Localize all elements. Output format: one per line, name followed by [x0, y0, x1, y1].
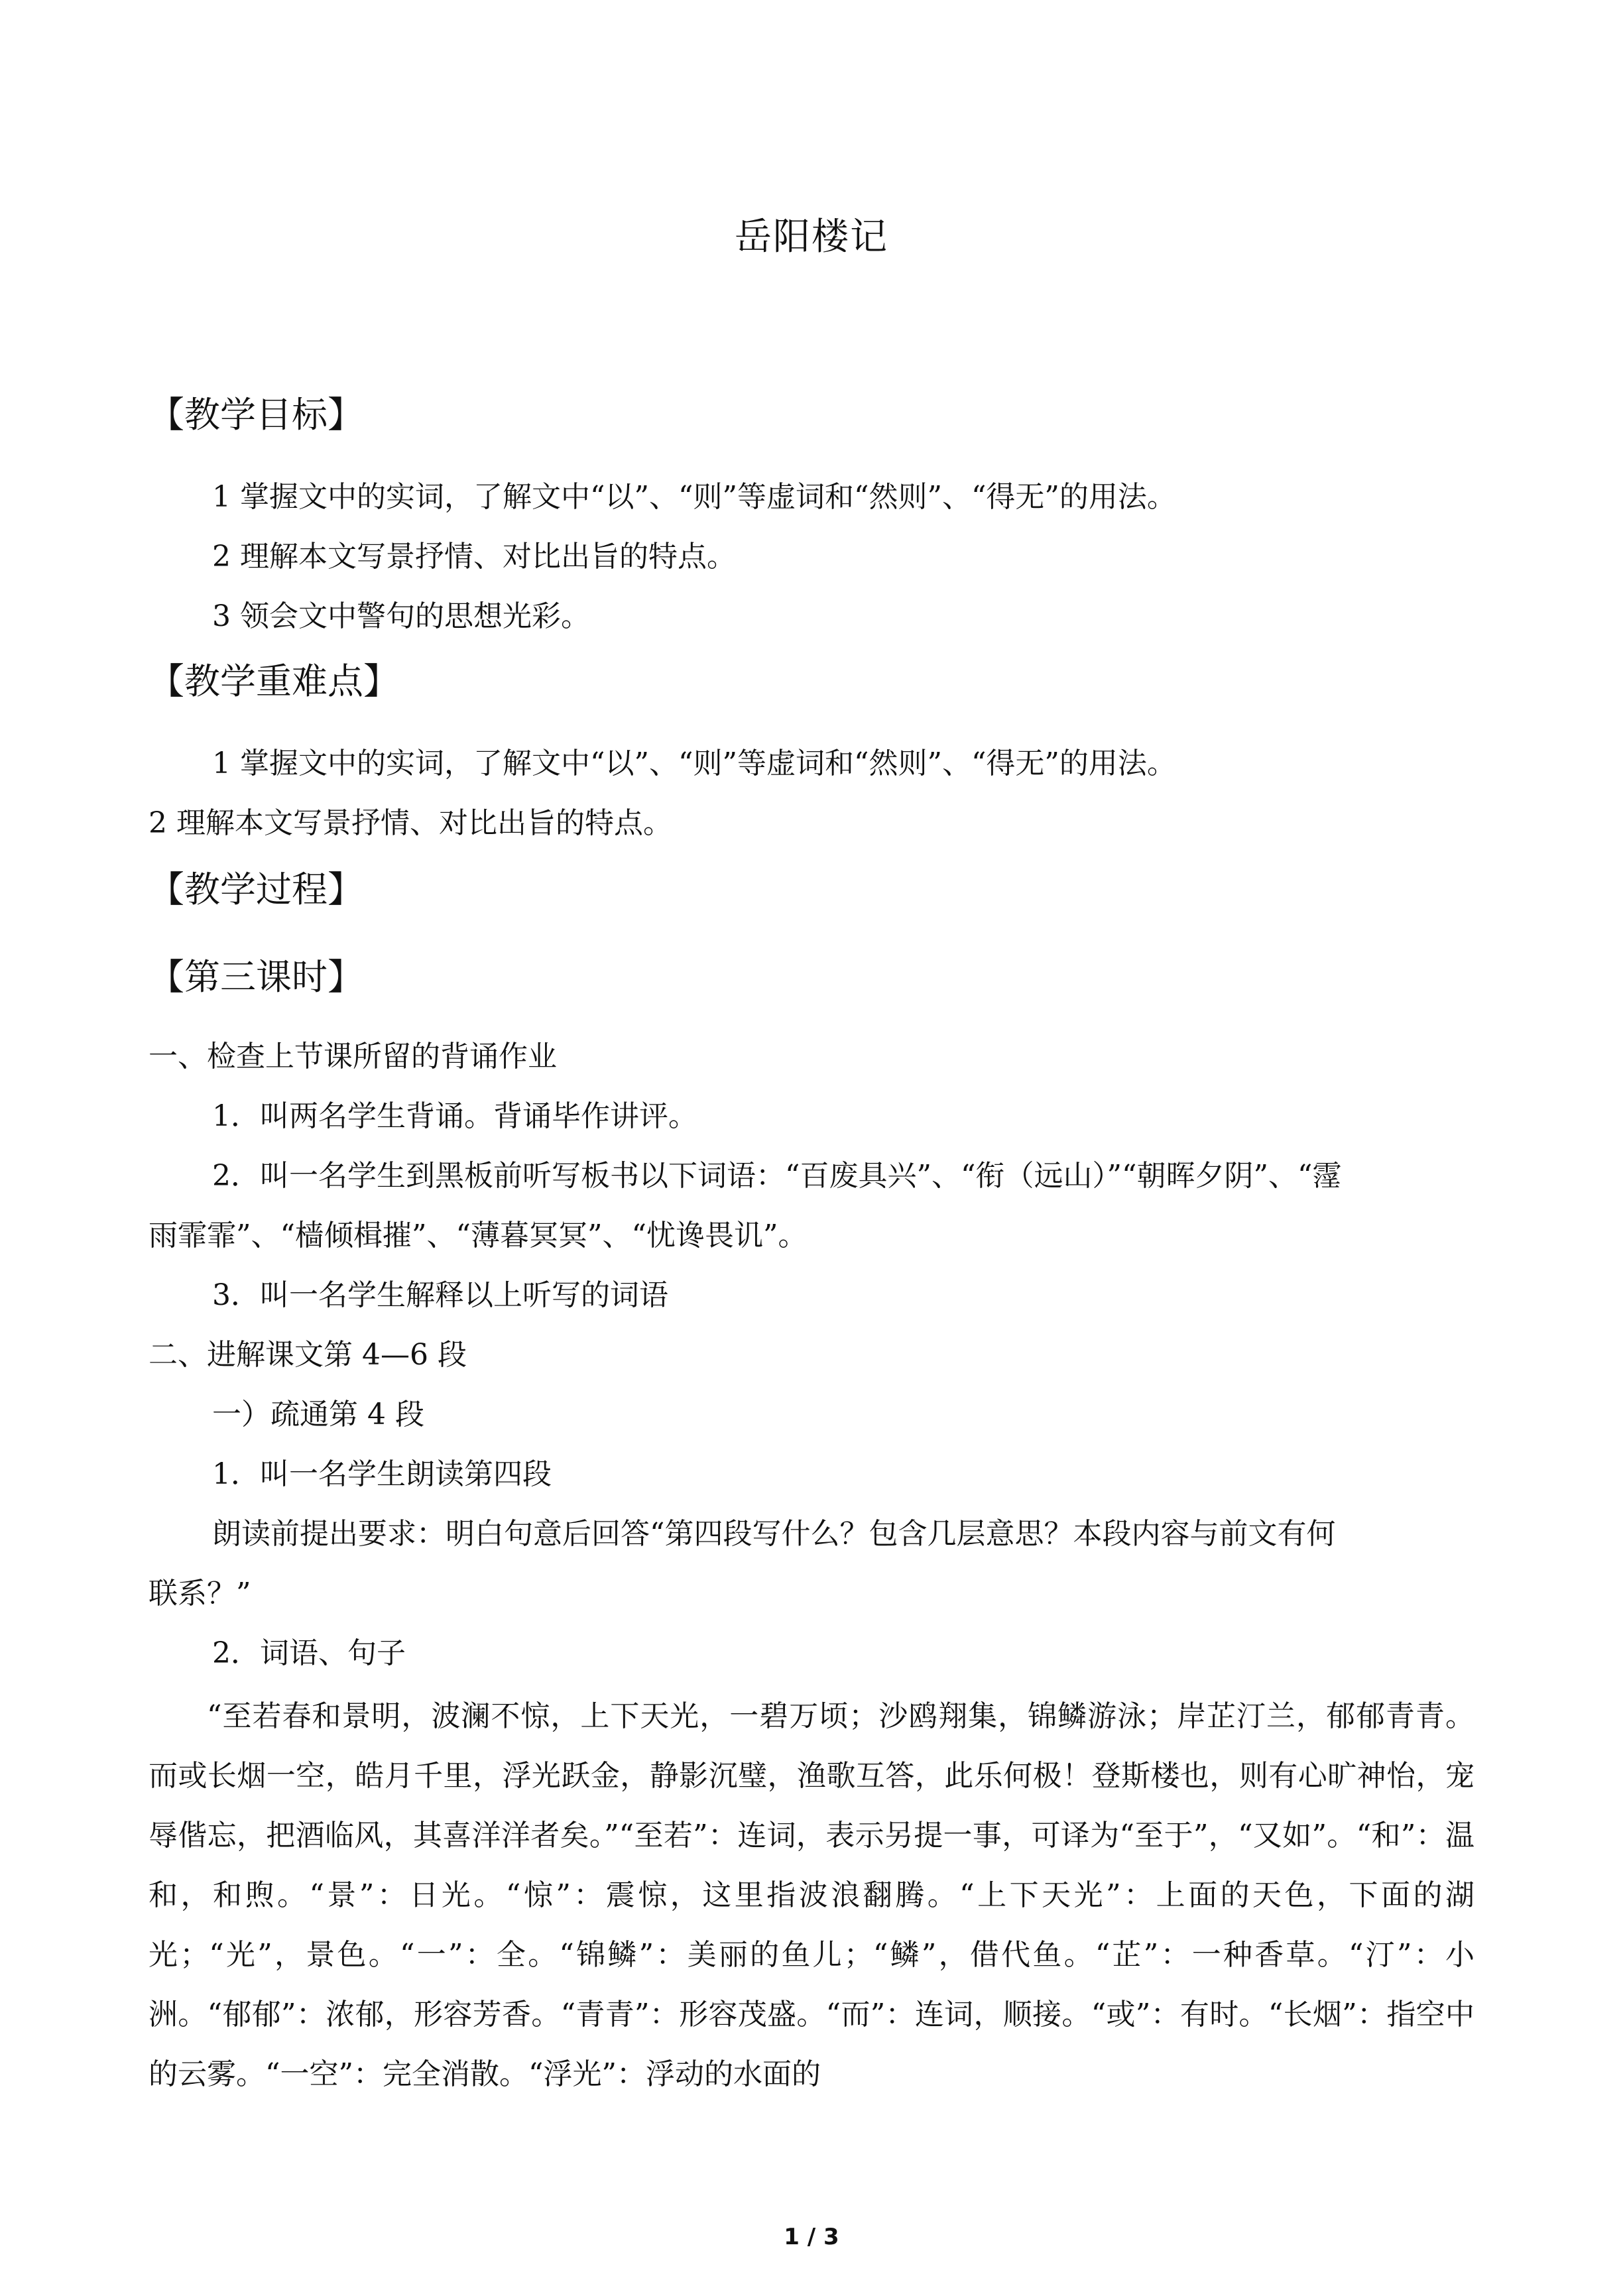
- part2-sub1: 一）疏通第 4 段: [212, 1398, 424, 1431]
- part2-title: 二、进解课文第 4—6 段: [149, 1338, 467, 1372]
- part2-sub1-item-1: 1．叫一名学生朗读第四段: [212, 1457, 552, 1491]
- objective-item-2: 2 理解本文写景抒情、对比出旨的特点。: [212, 540, 736, 574]
- part1-title: 一、检查上节课所留的背诵作业: [149, 1040, 557, 1073]
- passage-paragraph: “至若春和景明，波澜不惊，上下天光，一碧万顷；沙鸥翔集，锦鳞游泳；岸芷汀兰，郁郁青青。而或长烟一空，皓月千里，浮光跃金，静影沉璧，渔歌互答，此乐何极！登斯楼也，则有心旷神怡，宠辱偕忘，把酒临风，其喜洋洋者矣。”“至若”：连词，表示另提一事，可译为“至于”，“又如”。“和”：温和，和煦。“景”：日光。“惊”：震惊，这里指波浪翻腾。“上下天光”：上面的天色，下面的湖光；“光”，景色。“一”：全。“锦鳞”：美丽的鱼儿；“鳞”，借代鱼。“芷”：一种香草。“汀”：小洲。“郁郁”：浓郁，形容芳香。“青青”：形容茂盛。“而”：连词，顺接。“或”：有时。“长烟”：指空中的云雾。“一空”：完全消散。“浮光”：浮动的水面的: [149, 1699, 1474, 2091]
- objective-item-1: 1 掌握文中的实词，了解文中“以”、“则”等虚词和“然则”、“得无”的用法。: [212, 480, 1176, 514]
- reading-requirement-line-1: 朗读前提出要求：明白句意后回答“第四段写什么？包含几层意思？本段内容与前文有何: [212, 1517, 1336, 1551]
- heading-process: 【教学过程】: [149, 869, 363, 910]
- heading-key-points: 【教学重难点】: [149, 660, 399, 702]
- reading-requirement-line-2: 联系？”: [149, 1577, 251, 1610]
- heading-lesson-3: 【第三课时】: [149, 956, 363, 998]
- part1-item-1: 1．叫两名学生背诵。背诵毕作讲评。: [212, 1099, 697, 1133]
- objective-item-3: 3 领会文中警句的思想光彩。: [212, 599, 590, 633]
- key-point-item-2: 2 理解本文写景抒情、对比出旨的特点。: [149, 806, 672, 840]
- key-point-item-1: 1 掌握文中的实词，了解文中“以”、“则”等虚词和“然则”、“得无”的用法。: [212, 747, 1176, 780]
- part1-item-2-line-2: 雨霏霏”、“樯倾楫摧”、“薄暮冥冥”、“忧谗畏讥”。: [149, 1219, 808, 1252]
- part1-item-2-line-1: 2．叫一名学生到黑板前听写板书以下词语：“百废具兴”、“衔（远山）”“朝晖夕阴”、“霪: [212, 1159, 1342, 1193]
- part2-sub1-item-2: 2．词语、句子: [212, 1636, 406, 1670]
- heading-objectives: 【教学目标】: [149, 394, 363, 436]
- document-title: 岳阳楼记: [735, 215, 888, 259]
- part1-item-3: 3．叫一名学生解释以上听写的词语: [212, 1278, 668, 1312]
- page-number: 1 / 3: [784, 2224, 839, 2250]
